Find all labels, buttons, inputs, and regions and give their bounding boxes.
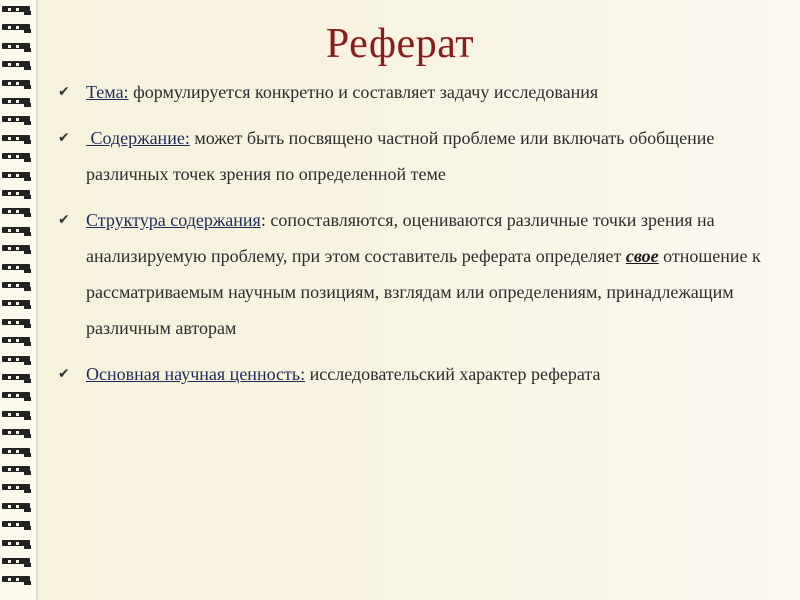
binding-ring: [2, 190, 30, 199]
binding-ring: [2, 521, 30, 530]
slide-title: Реферат: [325, 21, 475, 67]
binding-ring: [2, 411, 30, 420]
binding-ring: [2, 116, 30, 125]
notebook-binding: [0, 0, 36, 600]
binding-ring: [2, 503, 30, 512]
binding-ring: [2, 80, 30, 89]
checkmark-icon: ✔: [58, 130, 70, 146]
binding-ring: [2, 337, 30, 346]
bullet-item-topic: [56, 74, 776, 110]
checkmark-icon: ✔: [58, 84, 70, 100]
bullet-label: Содержание:: [86, 128, 190, 148]
bullet-label: Структура содержания: [86, 210, 261, 230]
binding-ring: [2, 392, 30, 401]
bullet-item-content: [56, 120, 776, 192]
binding-ring: [2, 484, 30, 493]
emphasis-word: свое: [625, 246, 659, 266]
binding-ring: [2, 245, 30, 254]
bullet-item-structure: [56, 202, 776, 346]
binding-ring: [2, 172, 30, 181]
binding-ring: [2, 540, 30, 549]
bullet-item-value: [56, 356, 776, 392]
bullet-text: может быть посвящено частной проблеме или включать обобщение различных точек зрения по определенной теме: [86, 128, 715, 184]
binding-ring: [2, 356, 30, 365]
binding-ring: [2, 135, 30, 144]
binding-ring: [2, 448, 30, 457]
binding-ring: [2, 466, 30, 475]
binding-ring: [2, 6, 30, 15]
checkmark-icon: ✔: [58, 212, 70, 228]
binding-ring: [2, 319, 30, 328]
binding-ring: [2, 282, 30, 291]
bullet-text: отношение к рассматриваемым научным позициям, взглядам или определениям, принадлежащим различным авторам: [86, 246, 761, 338]
bullet-text: формулируется конкретно и составляет задачу исследования: [128, 82, 599, 102]
binding-ring: [2, 208, 30, 217]
binding-ring: [2, 300, 30, 309]
binding-ring: [2, 227, 30, 236]
binding-ring: [2, 558, 30, 567]
binding-ring: [2, 374, 30, 383]
binding-ring: [2, 576, 30, 585]
bullet-list: [56, 74, 776, 402]
bullet-text: исследовательский характер реферата: [305, 364, 601, 384]
checkmark-icon: ✔: [58, 366, 70, 382]
bullet-label: Тема:: [86, 82, 129, 102]
bullet-label: Основная научная ценность:: [86, 364, 306, 384]
binding-ring: [2, 153, 30, 162]
binding-ring: [2, 98, 30, 107]
binding-ring: [2, 264, 30, 273]
binding-ring: [2, 429, 30, 438]
bullet-text: : сопоставляются, оцениваются различные точки зрения на анализируемую проблему, при этом составитель реферата определяет: [86, 210, 715, 266]
